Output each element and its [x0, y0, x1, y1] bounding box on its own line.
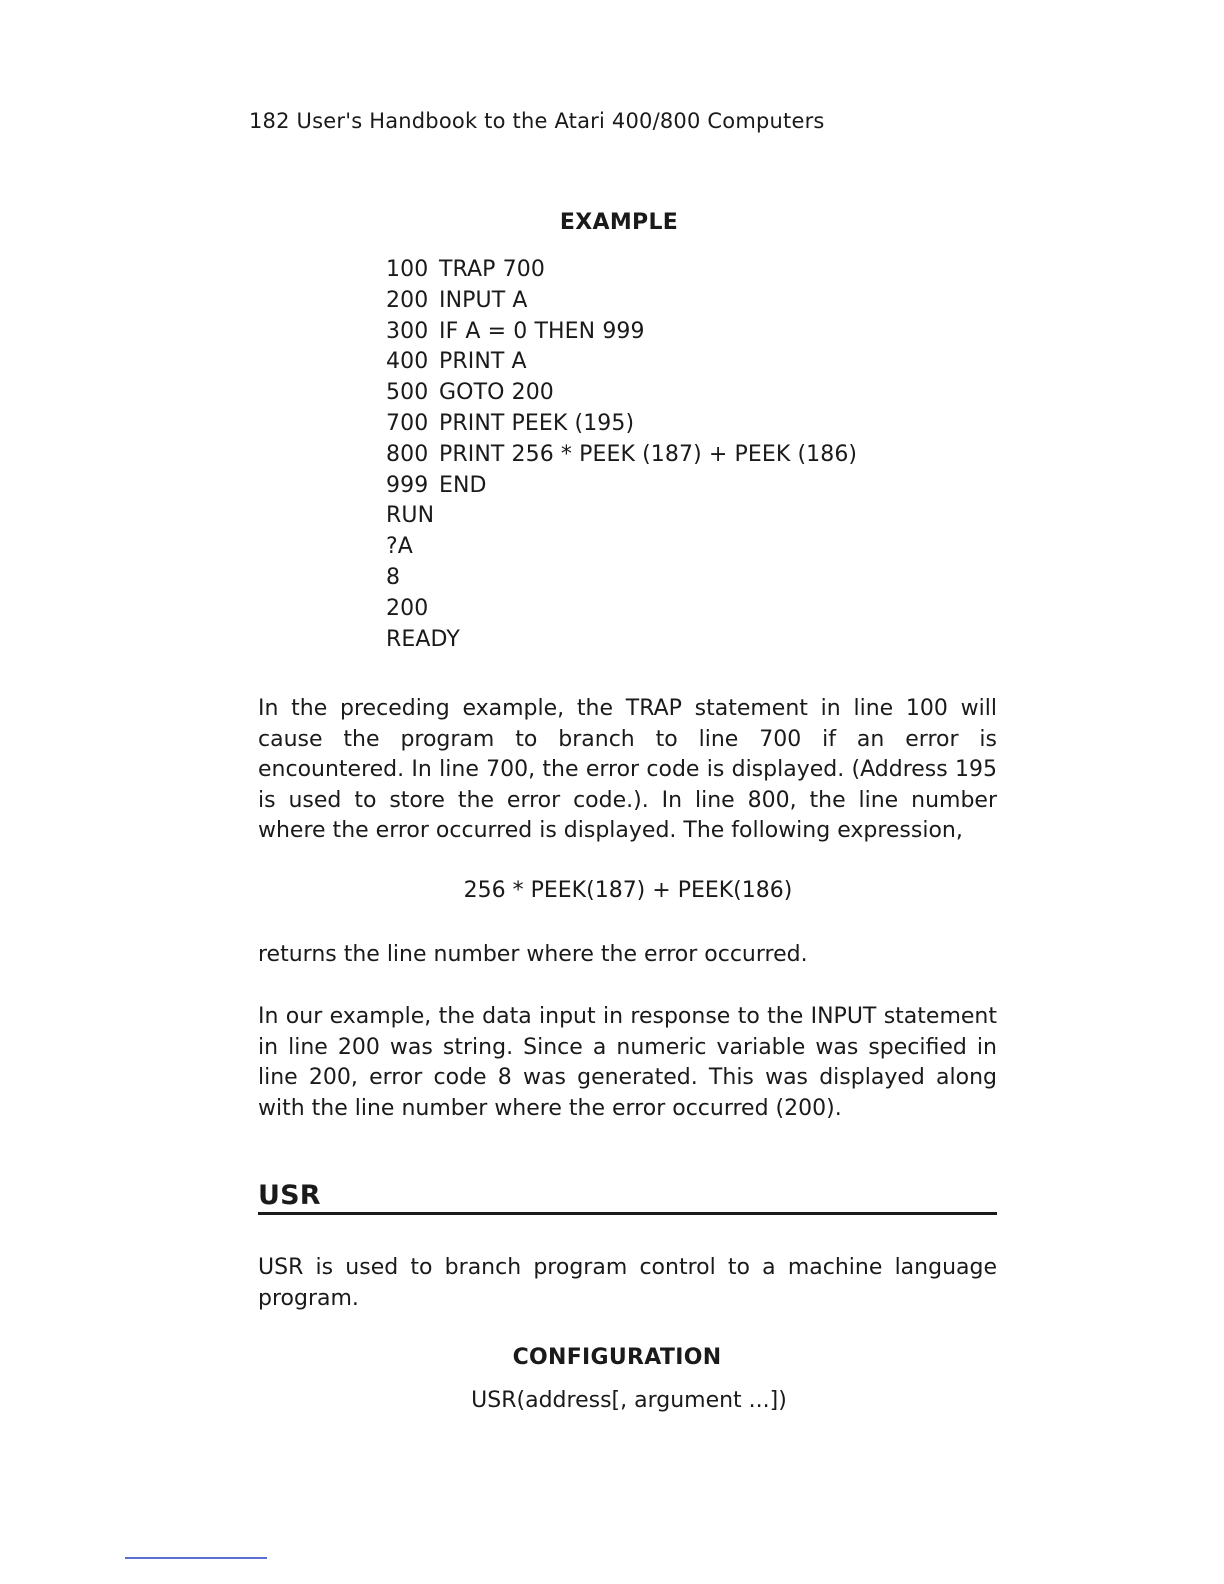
code-line — [386, 317, 857, 348]
code-line-text: ?A — [386, 534, 413, 560]
code-line-text: READY — [386, 626, 460, 652]
code-line-number: 500 — [386, 380, 429, 406]
code-line-text: PRINT A — [439, 349, 527, 375]
footer-rule — [125, 1557, 267, 1559]
code-line — [386, 532, 857, 563]
configuration-heading: CONFIGURATION — [512, 1345, 722, 1370]
code-line — [386, 471, 857, 502]
code-line — [386, 286, 857, 317]
code-line-number: 700 — [386, 410, 429, 436]
code-line — [386, 501, 857, 532]
section-title-usr: USR — [258, 1180, 321, 1211]
example-heading: EXAMPLE — [559, 210, 679, 235]
code-line-text: PRINT PEEK (195) — [439, 410, 635, 436]
code-line-text: 200 — [386, 595, 429, 621]
section-divider — [258, 1212, 997, 1215]
code-line-number: 200 — [386, 287, 429, 313]
code-line-text: TRAP 700 — [439, 257, 545, 282]
code-line-text: 8 — [386, 564, 401, 590]
formula-line-number: 256 * PEEK(187) + PEEK(186) — [463, 878, 793, 903]
code-line-text: INPUT A — [439, 287, 528, 313]
code-line — [386, 563, 857, 594]
paragraph-returns: returns the line number where the error occurred. — [258, 942, 808, 967]
code-line-text: PRINT 256 * PEEK (187) + PEEK (186) — [439, 441, 858, 467]
code-line-text: RUN — [386, 503, 435, 529]
code-line-number: 400 — [386, 349, 429, 375]
code-line-text: GOTO 200 — [439, 380, 554, 406]
code-line — [386, 347, 857, 378]
code-line — [386, 378, 857, 409]
code-line-number: 800 — [386, 441, 429, 467]
code-line-number: 100 — [386, 257, 429, 282]
code-listing — [386, 255, 857, 655]
code-line — [386, 625, 857, 656]
code-line-text: END — [439, 472, 487, 498]
paragraph-usr-description: USR is used to branch program control to a machine language program. — [258, 1255, 997, 1311]
code-line-number: 999 — [386, 472, 429, 498]
code-line-text: IF A = 0 THEN 999 — [439, 318, 645, 344]
paragraph-our-example: In our example, the data input in response to the INPUT statement in line 200 was string. Since a numeric variable was specified in line 200, error code 8 was generated. This was displayed along with the line number where the error occurred (200). — [258, 1004, 997, 1121]
code-line — [386, 594, 857, 625]
code-line — [386, 409, 857, 440]
paragraph-trap-explanation: In the preceding example, the TRAP statement in line 100 will cause the program to branch to line 700 if an error is encountered. In line 700, the error code is displayed. (Address 195 is used to store the error code.). In line 800, the line number where the error occurred is displayed. The following expression, — [258, 696, 997, 843]
code-line — [386, 255, 857, 286]
configuration-syntax: USR(address[, argument ...]) — [471, 1388, 787, 1413]
running-head: 182 User's Handbook to the Atari 400/800 Computers — [249, 109, 825, 133]
code-line-number: 300 — [386, 318, 429, 344]
code-line — [386, 440, 857, 471]
